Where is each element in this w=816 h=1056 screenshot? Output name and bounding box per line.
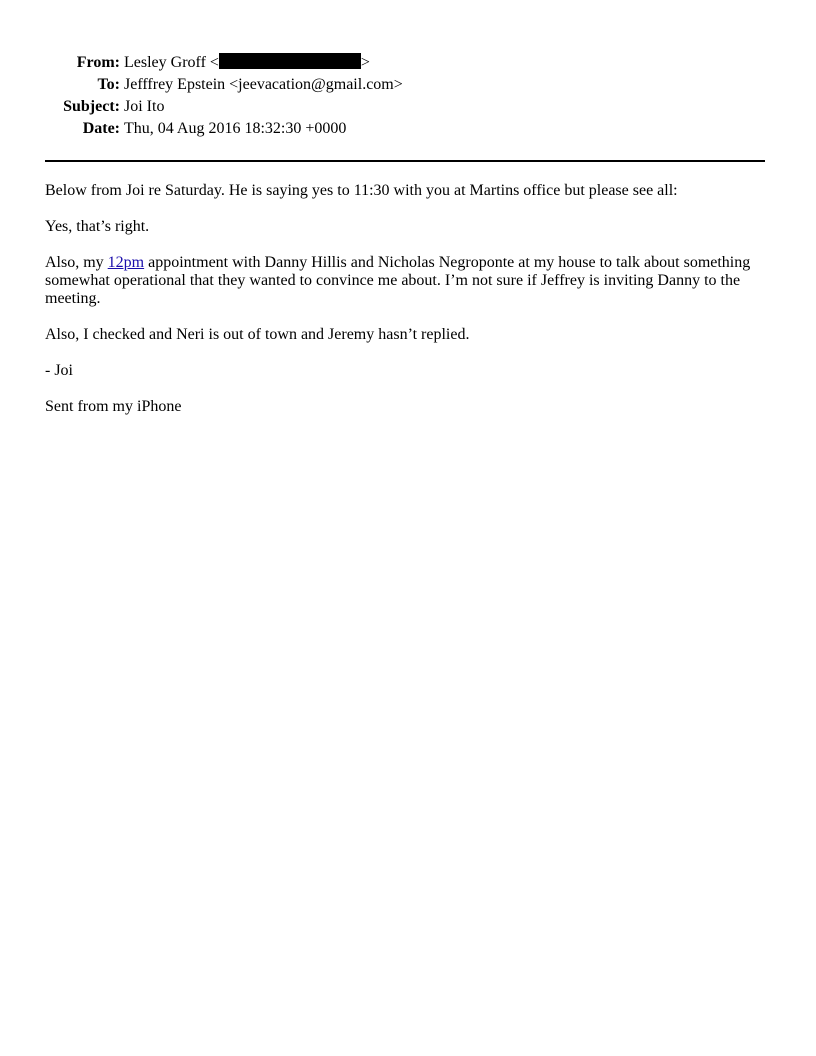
email-body — [45, 182, 765, 434]
subject-label: Subject: — [63, 98, 120, 115]
to-label: To: — [97, 76, 120, 93]
date-label: Date: — [82, 120, 120, 137]
body-paragraph-4: Also, I checked and Neri is out of town and Jeremy hasn’t replied. — [45, 326, 470, 343]
from-value — [124, 52, 370, 74]
body-paragraph-3-start: Also, my — [45, 254, 108, 271]
date-value: Thu, 04 Aug 2016 18:32:30 +0000 — [124, 120, 347, 137]
to-row — [0, 74, 816, 96]
subject-row — [0, 96, 816, 118]
signature: - Joi — [45, 362, 73, 379]
from-close: > — [360, 54, 370, 71]
from-name: Lesley Groff < — [124, 54, 219, 71]
body-paragraph-2: Yes, that’s right. — [45, 218, 150, 235]
to-value: Jefffrey Epstein <jeevacation@gmail.com> — [124, 76, 403, 93]
subject-value: Joi Ito — [124, 98, 165, 115]
from-row — [0, 52, 816, 74]
redaction-block — [219, 53, 361, 69]
body-paragraph-3 — [45, 254, 765, 308]
body-paragraph-1: Below from Joi re Saturday. He is saying yes to 11:30 with you at Martins office but please see all: — [45, 182, 678, 199]
time-link[interactable]: 12pm — [107, 254, 145, 271]
email-header — [0, 52, 816, 140]
date-row — [0, 118, 816, 140]
header-divider — [45, 160, 765, 162]
body-paragraph-3-end: appointment with Danny Hillis and Nicholas Negroponte at my house to talk about something somewhat operational that they wanted to convince me about. I’m not sure if Jeffrey is inviting Danny to the meeting. — [45, 254, 751, 307]
from-label: From: — [76, 54, 120, 71]
sent-from-line: Sent from my iPhone — [45, 398, 182, 415]
